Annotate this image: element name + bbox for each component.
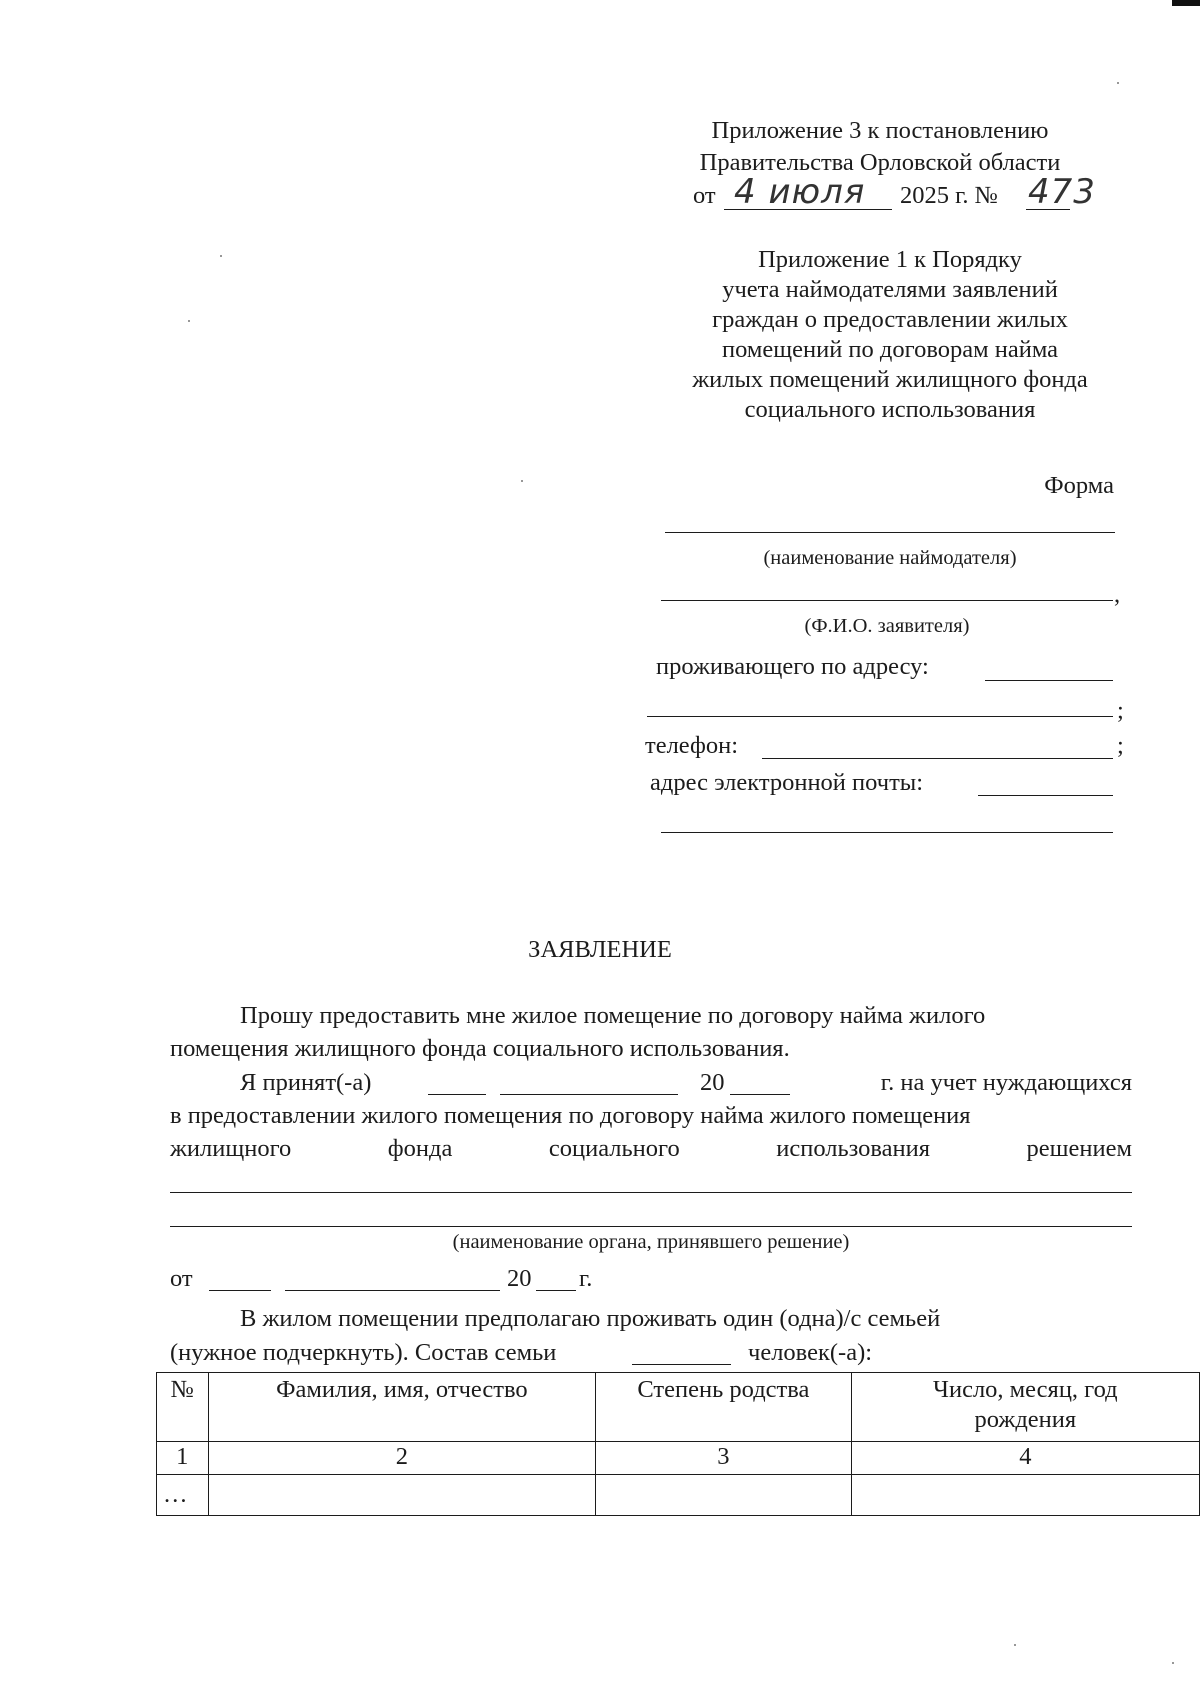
- para2-line2: в предоставлении жилого помещения по договору найма жилого помещения: [170, 1102, 971, 1129]
- semicolon: ;: [1117, 732, 1124, 759]
- justified-word: социального: [548, 1135, 680, 1162]
- government-line: Правительства Орловской области: [699, 149, 1061, 176]
- email-field[interactable]: [978, 795, 1113, 796]
- appendix-order-line: граждан о предоставлении жилых: [712, 306, 1068, 333]
- authority-field[interactable]: [170, 1192, 1132, 1193]
- scan-speck: [1014, 1644, 1016, 1646]
- authority-caption: (наименование органа, принявшего решение): [452, 1231, 850, 1253]
- landlord-caption: (наименование наймодателя): [763, 547, 1017, 569]
- authority-field-cont[interactable]: [170, 1226, 1132, 1227]
- scan-speck: [220, 255, 222, 257]
- para1-line1: Прошу предоставить мне жилое помещение по договору найма жилого: [240, 1002, 986, 1029]
- decision-day-field[interactable]: [209, 1290, 271, 1291]
- handwritten-date: 4 июля: [734, 172, 866, 212]
- table-header-row: [157, 1373, 1200, 1442]
- phone-label: телефон:: [645, 732, 739, 759]
- scan-speck: [1172, 1662, 1174, 1664]
- email-field-cont[interactable]: [661, 832, 1113, 833]
- accept-year-prefix: 20: [700, 1069, 725, 1096]
- para3-line2-start: (нужное подчеркнуть). Состав семьи: [170, 1339, 557, 1366]
- appendix-order-line: жилых помещений жилищного фонда: [692, 366, 1088, 393]
- statement-title: ЗАЯВЛЕНИЕ: [528, 936, 672, 963]
- empty-cell[interactable]: [596, 1475, 852, 1516]
- para2-start: Я принят(-а): [240, 1069, 372, 1096]
- scan-edge-mark: [1172, 0, 1200, 6]
- from-label: от: [693, 182, 716, 209]
- para2-line3: [170, 1134, 1132, 1164]
- accept-month-field[interactable]: [500, 1094, 678, 1095]
- comma: ,: [1114, 581, 1121, 608]
- appendix-order-line: Приложение 1 к Порядку: [758, 246, 1022, 273]
- empty-cell[interactable]: [851, 1475, 1199, 1516]
- decision-from-label: от: [170, 1265, 193, 1292]
- empty-cell[interactable]: [208, 1475, 596, 1516]
- address-field-cont[interactable]: [647, 716, 1113, 717]
- applicant-name-field[interactable]: [661, 600, 1113, 601]
- appendix-order-block: [630, 245, 1150, 425]
- column-number-cell: 2: [208, 1442, 596, 1475]
- handwritten-number: 473: [1028, 172, 1096, 212]
- justified-word: фонда: [387, 1135, 453, 1162]
- decision-month-field[interactable]: [285, 1290, 500, 1291]
- appendix-order-line: учета наймодателями заявлений: [722, 276, 1058, 303]
- address-field[interactable]: [985, 680, 1113, 681]
- column-number-cell: 4: [851, 1442, 1199, 1475]
- email-label: адрес электронной почты:: [650, 769, 924, 796]
- justified-word: решением: [1026, 1135, 1132, 1162]
- appendix-title: Приложение 3 к постановлению: [711, 117, 1049, 144]
- form-label: Форма: [1044, 472, 1114, 499]
- family-count-field[interactable]: [632, 1364, 731, 1365]
- accept-year-field[interactable]: [730, 1094, 790, 1095]
- semicolon: ;: [1117, 697, 1124, 724]
- phone-field[interactable]: [762, 758, 1113, 759]
- decision-year-prefix: 20: [507, 1265, 532, 1292]
- scan-speck: [1117, 82, 1119, 84]
- applicant-caption: (Ф.И.О. заявителя): [804, 615, 970, 637]
- family-table: [156, 1372, 1200, 1516]
- table-row: [157, 1475, 1200, 1516]
- header-birth-date: Число, месяц, год рождения: [851, 1373, 1199, 1442]
- header-number: №: [157, 1373, 209, 1442]
- column-number-cell: 1: [157, 1442, 209, 1475]
- justified-word: жилищного: [170, 1135, 292, 1162]
- appendix-order-line: социального использования: [744, 396, 1036, 423]
- year-number-label: 2025 г. №: [900, 182, 999, 209]
- para3-line2-end: человек(-а):: [748, 1339, 873, 1366]
- decision-year-field[interactable]: [536, 1290, 576, 1291]
- landlord-name-field[interactable]: [665, 532, 1115, 533]
- para1-line2: помещения жилищного фонда социального использования.: [170, 1035, 790, 1062]
- para3-line1: В жилом помещении предполагаю проживать один (одна)/с семьей: [240, 1305, 941, 1332]
- scan-speck: [521, 480, 523, 482]
- column-number-cell: 3: [596, 1442, 852, 1475]
- appendix-order-line: помещений по договорам найма: [721, 336, 1059, 363]
- address-label: проживающего по адресу:: [656, 653, 929, 680]
- para2-rest: г. на учет нуждающихся: [880, 1069, 1132, 1096]
- scan-speck: [188, 320, 190, 322]
- decision-year-suffix: г.: [579, 1265, 593, 1292]
- justified-word: использования: [776, 1135, 931, 1162]
- continuation-cell: …: [157, 1475, 209, 1516]
- table-row: [157, 1442, 1200, 1475]
- header-full-name: Фамилия, имя, отчество: [208, 1373, 596, 1442]
- header-relation: Степень родства: [596, 1373, 852, 1442]
- accept-day-field[interactable]: [428, 1094, 486, 1095]
